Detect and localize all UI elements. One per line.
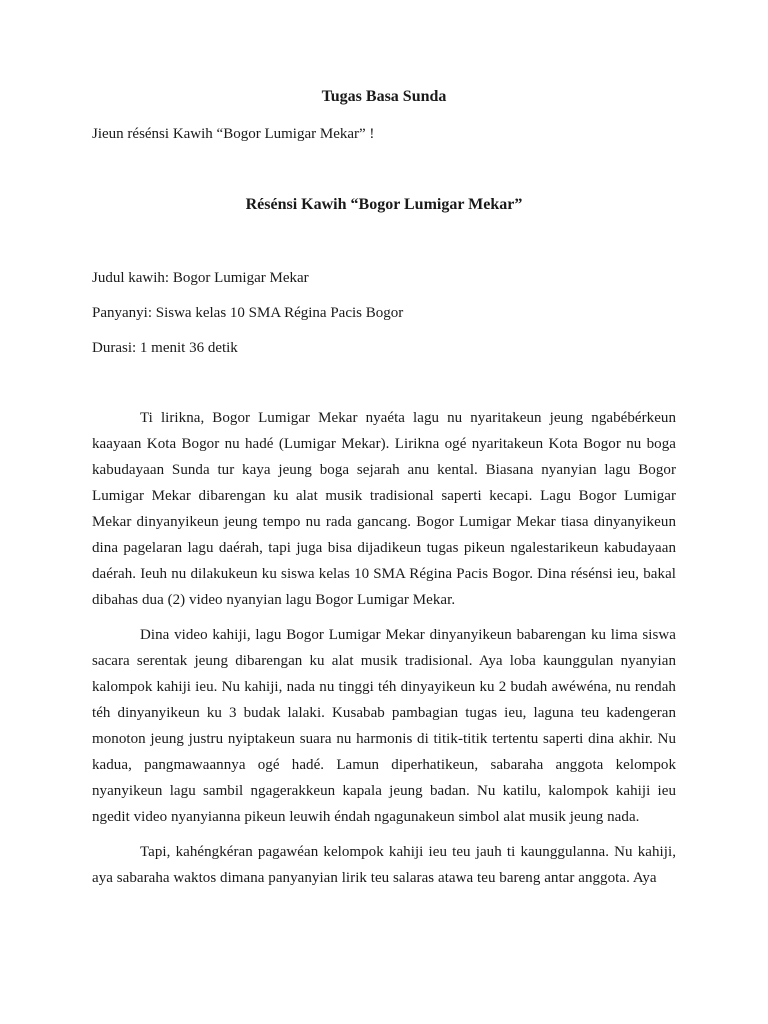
paragraph-intro: Ti lirikna, Bogor Lumigar Mekar nyaéta lagu nu nyaritakeun jeung ngabébérkeun kaayaan Kota Bogor nu hadé (Lumigar Mekar). Lirikna ogé nyaritakeun Kota Bogor nu boga kabudayaan Sunda tur kaya jeung boga sejarah anu kental. Biasana nyanyian lagu Bogor Lumigar Mekar dibarengan ku alat musik tradisional saperti kecapi. Lagu Bogor Lumigar Mekar dinyanyikeun jeung tempo nu rada gancang. Bogor Lumigar Mekar tiasa dinyanyikeun dina pagelaran lagu daérah, tapi juga bisa dijadikeun tugas pikeun ngalestarikeun kabudayaan daérah. Ieuh nu dilakukeun ku siswa kelas 10 SMA Régina Pacis Bogor. Dina résénsi ieu, bakal dibahas dua (2) video nyanyian lagu Bogor Lumigar Mekar. bbox=[92, 410, 676, 608]
review-title: Résénsi Kawih “Bogor Lumigar Mekar” bbox=[245, 196, 523, 213]
singer-line: Panyanyi: Siswa kelas 10 SMA Régina Pacis Bogor bbox=[92, 305, 404, 321]
review-body bbox=[92, 405, 676, 900]
duration-line: Durasi: 1 menit 36 detik bbox=[92, 340, 238, 356]
assignment-instruction: Jieun résénsi Kawih “Bogor Lumigar Mekar” ! bbox=[92, 126, 375, 142]
paragraph-video-one: Dina video kahiji, lagu Bogor Lumigar Mekar dinyanyikeun babarengan ku lima siswa sacara serentak jeung dibarengan ku alat musik tradisional. Aya loba kaunggulan nyanyian kalompok kahiji ieu. Nu kahiji, nada nu tinggi téh dinyayikeun ku 2 budah awéwéna, nu rendah téh dinyanyikeun ku 3 budak lalaki. Kusabab pambagian tugas ieu, laguna teu kadengeran monoton jeung justru nyiptakeun suara nu harmonis di titik-titik tertentu saperti dina akhir. Nu kadua, pangmawaannya ogé hadé. Lamun diperhatikeun, sabaraha anggota kelompok nyanyikeun lagu sambil ngagerakkeun kapala jeung badan. Nu katilu, kalompok kahiji ieu ngedit video nyanyianna pikeun leuwih éndah ngagunakeun simbol alat musik jeung nada. bbox=[92, 627, 676, 825]
paragraph-weakness: Tapi, kahéngkéran pagawéan kelompok kahiji ieu teu jauh ti kaunggulanna. Nu kahiji, aya sabaraha waktos dimana panyanyian lirik teu salaras atawa teu bareng antar anggota. Aya bbox=[92, 844, 676, 886]
document-title: Tugas Basa Sunda bbox=[321, 88, 447, 105]
song-title-line: Judul kawih: Bogor Lumigar Mekar bbox=[92, 270, 309, 286]
